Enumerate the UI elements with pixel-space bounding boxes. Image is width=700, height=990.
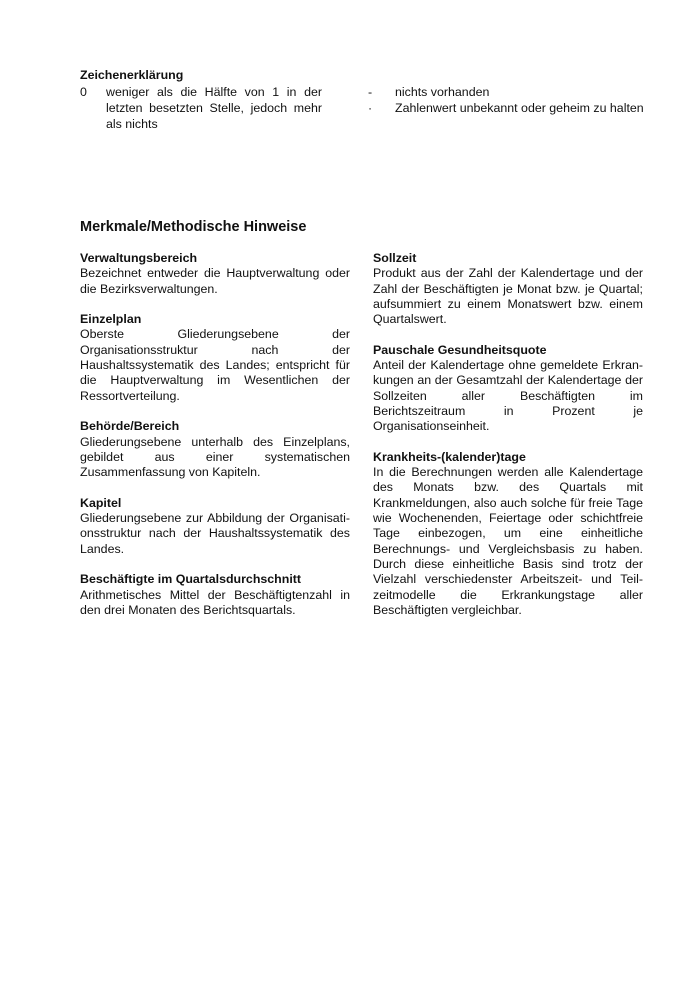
term-name: Einzelplan <box>80 312 142 327</box>
term-einzelplan <box>80 312 350 404</box>
term-behoerde-bereich <box>80 419 350 480</box>
legend-description: nichts vorhanden <box>395 85 490 99</box>
term-pauschale-gesundheitsquote <box>373 343 643 435</box>
legend-symbol: 0 <box>80 85 87 99</box>
term-krankheitstage <box>373 450 643 618</box>
term-verwaltungsbereich <box>80 251 350 297</box>
legend-description: Zahlenwert unbekannt oder geheim zu halten <box>395 101 644 115</box>
legend-symbol: · <box>368 101 373 115</box>
right-column <box>373 251 643 633</box>
section-title: Merkmale/Methodische Hinweise <box>80 219 307 235</box>
term-definition: Gliederungsebene unterhalb des Einzelplans, gebildet aus einer systematischen Zusammenfassung von Kapiteln. <box>80 434 350 480</box>
legend-symbol: - <box>368 85 373 99</box>
term-beschaeftigte-quartalsdurchschnitt <box>80 572 350 618</box>
legend-title: Zeichenerklärung <box>80 68 184 82</box>
term-definition: Produkt aus der Zahl der Kalendertage und der Zahl der Beschäftigten je Monat bzw. je Quartal; aufsummiert zu einem Monatswert bzw. einem Quartalswert. <box>373 266 643 327</box>
term-definition: Bezeichnet entweder die Hauptverwaltung oder die Bezirksverwaltungen. <box>80 266 350 296</box>
term-name: Behörde/Bereich <box>80 419 180 434</box>
legend <box>80 67 644 131</box>
term-sollzeit <box>373 251 643 327</box>
term-name: Beschäftigte im Quartalsdurchschnitt <box>80 572 302 587</box>
term-name: Kapitel <box>80 495 122 510</box>
term-definition: In die Berechnungen werden alle Kalendertage des Monats bzw. des Quartals mit Krankmeldungen, also auch solche für freie Tage wie Wochenenden, Feiertage oder schichtfreie Tage einbezogen, um eine einheitliche Berechnungs- und Vergleichsbasis zu haben. Durch diese einheitliche Basis sind trotz der Vielzahl verschiedenster Arbeitszeit- und Teilzeitmodelle die Erkrankungstage aller Beschäftigten vergleichbar. <box>373 465 643 617</box>
left-column <box>80 251 350 633</box>
term-name: Sollzeit <box>373 251 417 265</box>
legend-description: weniger als die Hälfte von 1 in der letzten besetzten Stelle, jedoch mehr als nichts <box>106 85 322 131</box>
term-name: Verwaltungsbereich <box>80 251 198 265</box>
term-name: Pauschale Gesundheitsquote <box>373 342 547 357</box>
term-definition: Oberste Gliederungsebene der Organisationsstruktur nach der Haushaltssystematik des Landes; entspricht für die Hauptverwaltung im Wesentlichen der Ressortverteilung. <box>80 327 350 403</box>
term-definition: Anteil der Kalendertage ohne gemeldete Erkrankungen an der Gesamtzahl der Kalendertage der Sollzeiten aller Beschäftigten im Berichtszeitraum in Prozent je Organisationseinheit. <box>373 358 643 434</box>
term-kapitel <box>80 496 350 557</box>
term-definition: Gliederungsebene zur Abbildung der Organisationsstruktur nach der Haushaltssystematik des Landes. <box>80 511 350 556</box>
term-name: Krankheits-(kalender)tage <box>373 449 526 464</box>
term-definition: Arithmetisches Mittel der Beschäftigtenzahl in den drei Monaten des Berichtsquartals. <box>80 587 350 617</box>
legend-items <box>80 84 644 131</box>
